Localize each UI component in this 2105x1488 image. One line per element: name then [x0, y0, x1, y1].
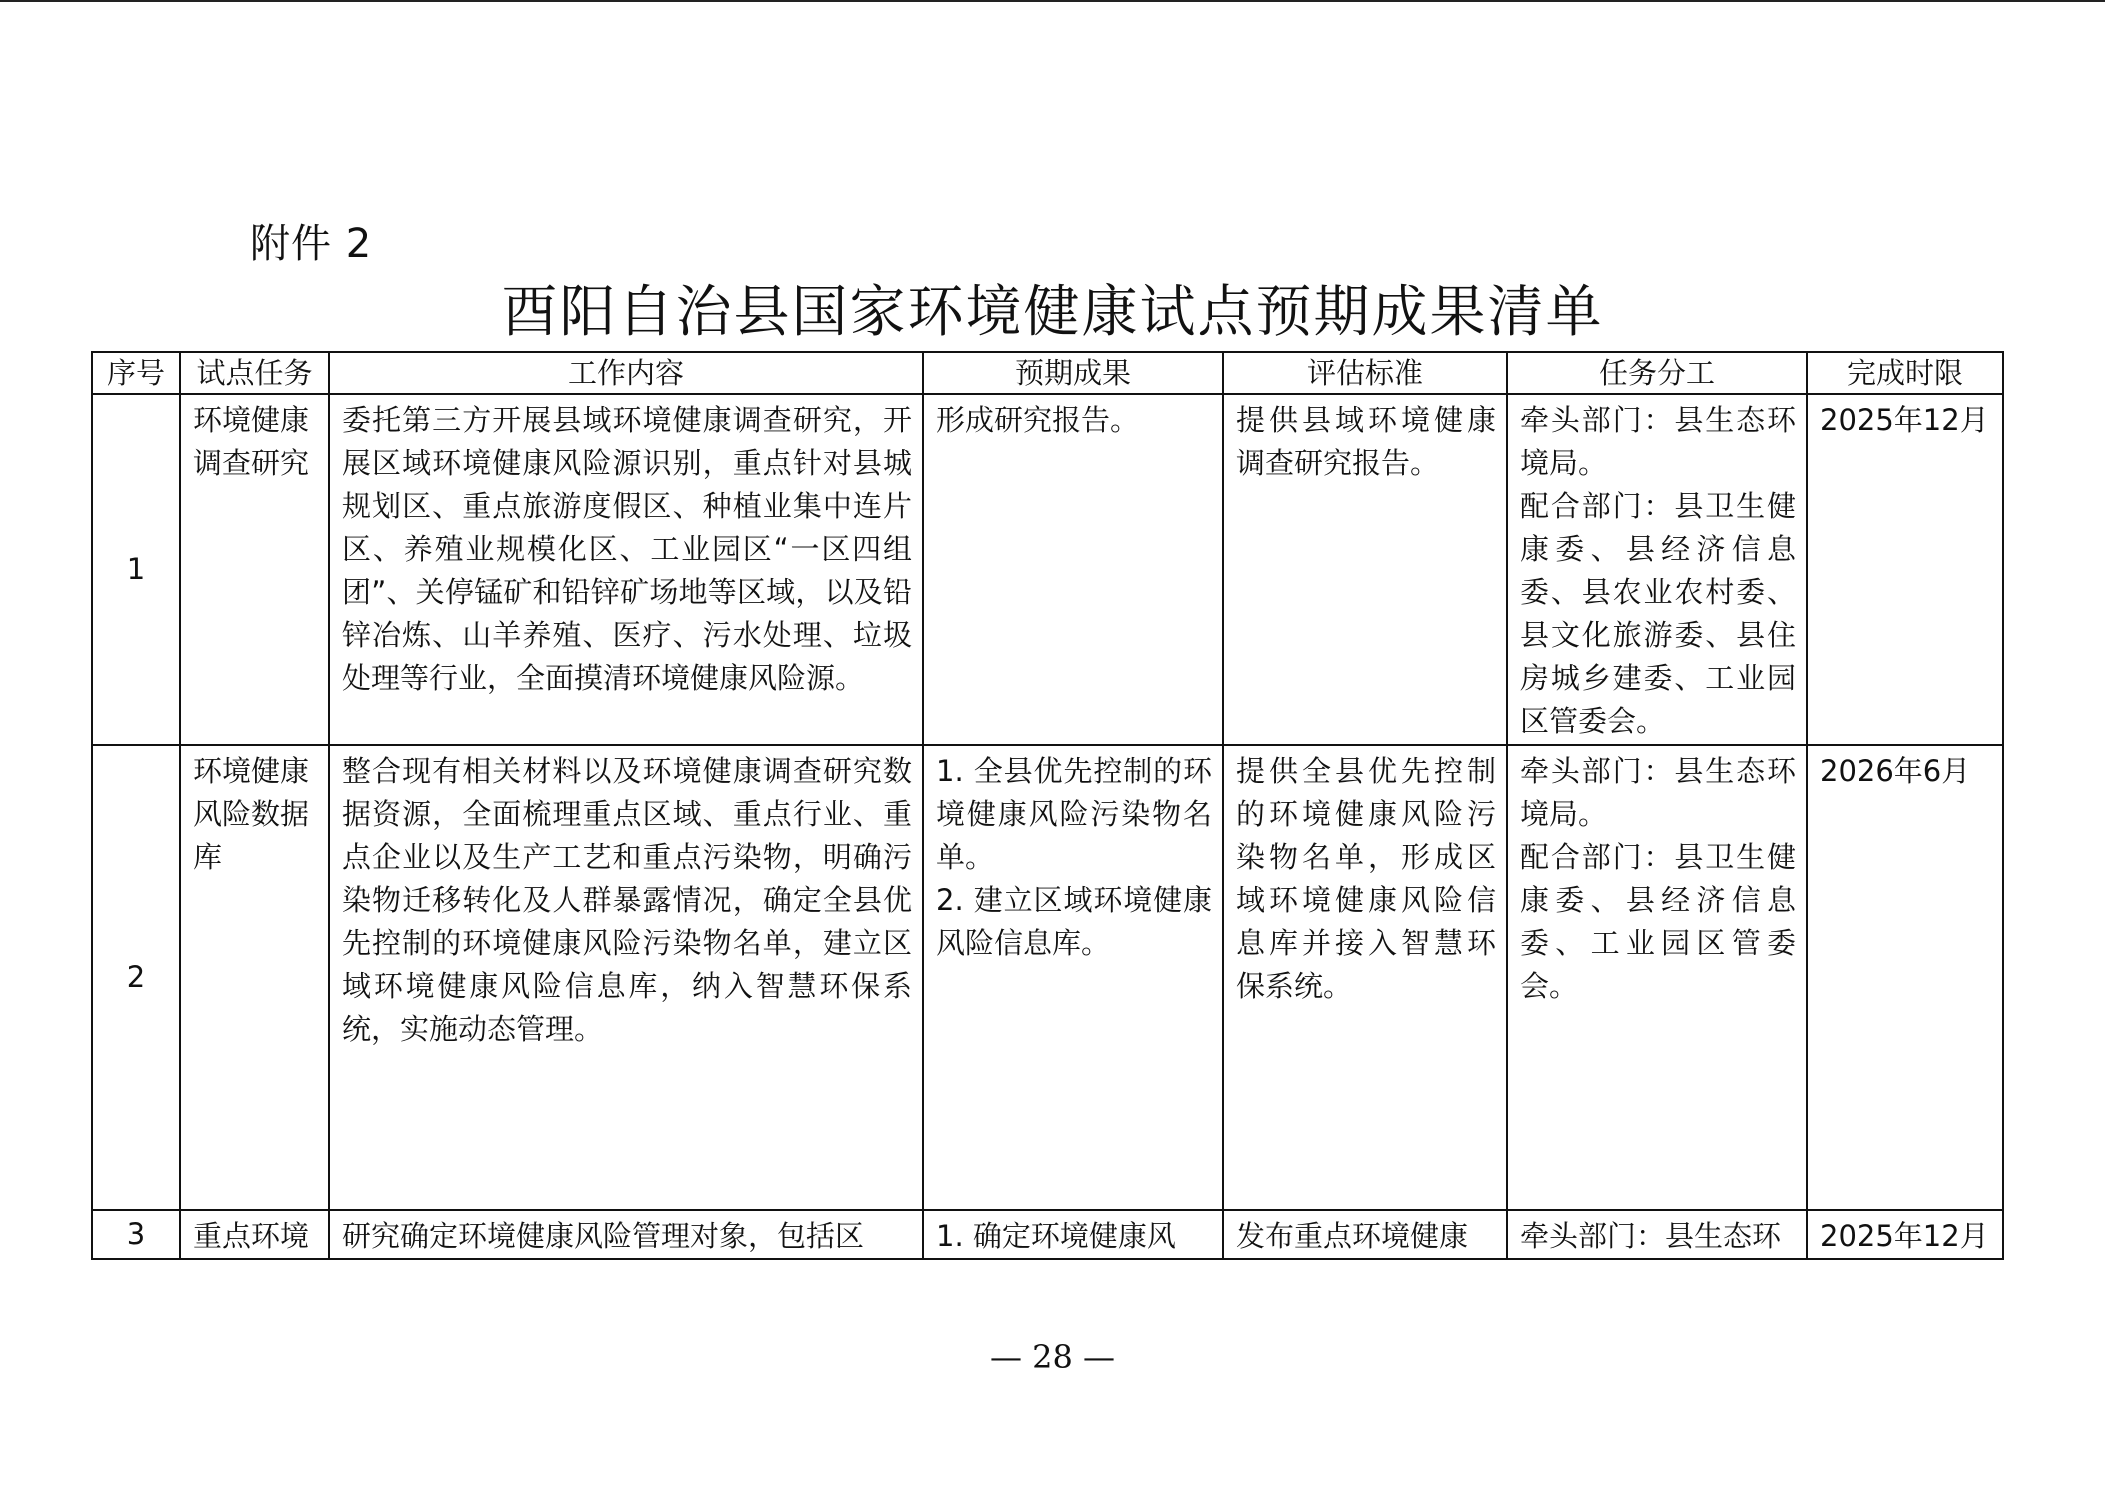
row-standard: 提供全县优先控制的环境健康风险污染物名单，形成区域环境健康风险信息库并接入智慧环保系统。: [1223, 745, 1507, 1210]
row-standard: 提供县域环境健康调查研究报告。: [1223, 394, 1507, 745]
row-seq: 2: [92, 745, 180, 1210]
row-seq: 3: [92, 1210, 180, 1259]
table-row: [92, 1210, 2003, 1259]
column-header-deadline: 完成时限: [1807, 352, 2003, 394]
row-content: 研究确定环境健康风险管理对象，包括区: [329, 1210, 923, 1259]
table-row: [92, 394, 2003, 745]
row-division: 牵头部门：县生态环: [1507, 1210, 1807, 1259]
page-number: — 28 —: [989, 1338, 1116, 1376]
table-header-row: [92, 352, 2003, 394]
attachment-label: 附件 2: [250, 221, 373, 267]
row-task: 环境健康调查研究: [180, 394, 329, 745]
column-header-standard: 评估标准: [1223, 352, 1507, 394]
outcome-item: 1. 全县优先控制的环境健康风险污染物名单。: [936, 754, 1212, 874]
row-division: [1507, 745, 1807, 1210]
table-row: [92, 745, 2003, 1210]
row-seq: 1: [92, 394, 180, 745]
column-header-outcome: 预期成果: [923, 352, 1223, 394]
column-header-division: 任务分工: [1507, 352, 1807, 394]
document-title: 酉阳自治县国家环境健康试点预期成果清单: [501, 280, 1604, 345]
row-task: 重点环境: [180, 1210, 329, 1259]
outcome-item: 2. 建立区域环境健康风险信息库。: [936, 883, 1212, 960]
row-deadline: 2025年12月: [1807, 394, 2003, 745]
support-departments: 配合部门：县卫生健康委、县经济信息委、工业园区管委会。: [1520, 840, 1796, 1003]
row-division: [1507, 394, 1807, 745]
column-header-seq: 序号: [92, 352, 180, 394]
row-outcome: 形成研究报告。: [923, 394, 1223, 745]
top-border-line: [0, 0, 2105, 2]
row-task: 环境健康风险数据库: [180, 745, 329, 1210]
column-header-task: 试点任务: [180, 352, 329, 394]
row-content: 委托第三方开展县域环境健康调查研究，开展区域环境健康风险源识别，重点针对县城规划区、重点旅游度假区、种植业集中连片区、养殖业规模化区、工业园区“一区四组团”、关停锰矿和铅锌矿场地等区域，以及铅锌冶炼、山羊养殖、医疗、污水处理、垃圾处理等行业，全面摸清环境健康风险源。: [329, 394, 923, 745]
row-outcome: [923, 745, 1223, 1210]
row-deadline: 2026年6月: [1807, 745, 2003, 1210]
support-departments: 配合部门：县卫生健康委、县经济信息委、县农业农村委、县文化旅游委、县住房城乡建委、工业园区管委会。: [1520, 489, 1796, 738]
row-standard: 发布重点环境健康: [1223, 1210, 1507, 1259]
row-deadline: 2025年12月: [1807, 1210, 2003, 1259]
row-outcome: 1. 确定环境健康风: [923, 1210, 1223, 1259]
column-header-content: 工作内容: [329, 352, 923, 394]
lead-department: 牵头部门：县生态环境局。: [1520, 403, 1796, 480]
row-content: 整合现有相关材料以及环境健康调查研究数据资源，全面梳理重点区域、重点行业、重点企业以及生产工艺和重点污染物，明确污染物迁移转化及人群暴露情况，确定全县优先控制的环境健康风险污染物名单，建立区域环境健康风险信息库，纳入智慧环保系统，实施动态管理。: [329, 745, 923, 1210]
results-table: [91, 351, 2004, 1260]
lead-department: 牵头部门：县生态环境局。: [1520, 754, 1796, 831]
